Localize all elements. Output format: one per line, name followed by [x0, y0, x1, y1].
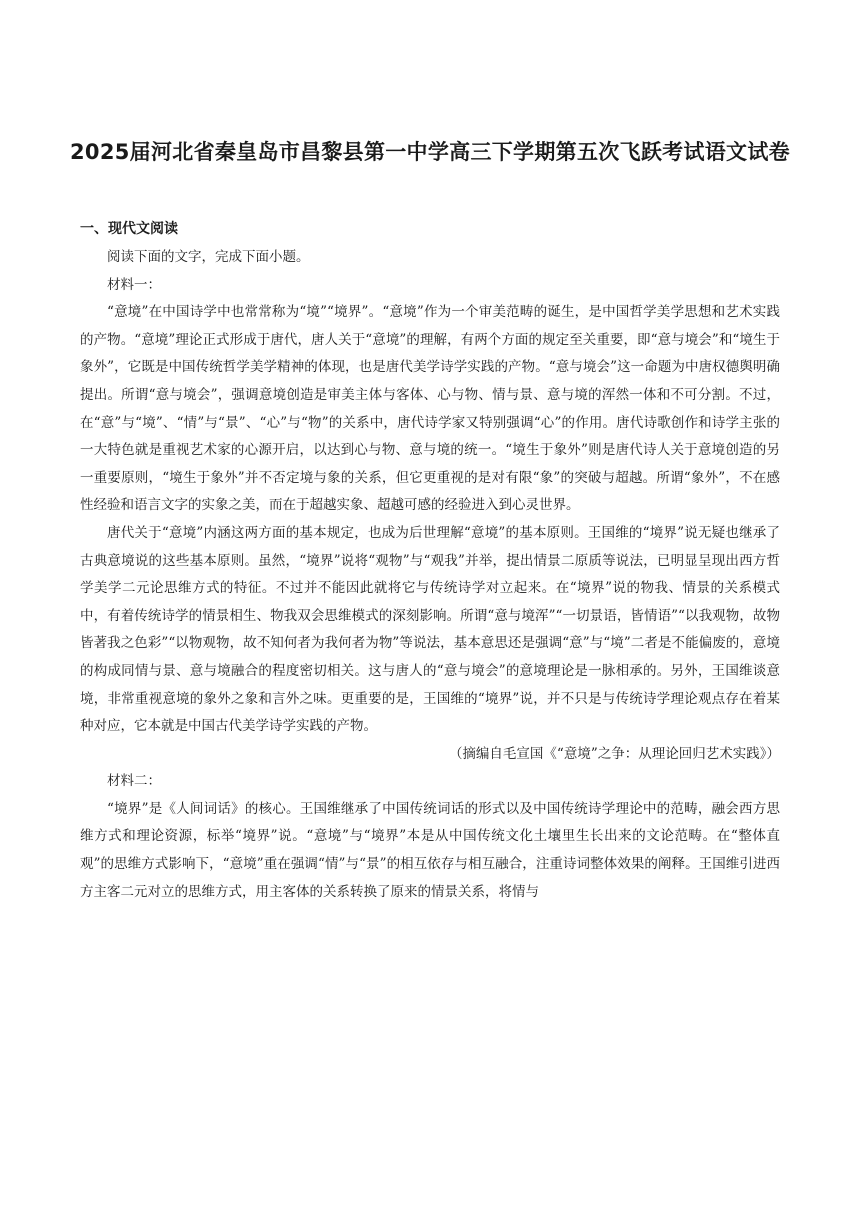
- reading-instruction: 阅读下面的文字，完成下面小题。: [107, 249, 310, 265]
- document-title: 2025届河北省秦皇岛市昌黎县第一中学高三下学期第五次飞跃考试语文试卷: [70, 140, 790, 164]
- material-label: 材料二：: [107, 773, 161, 790]
- section-heading: 一、现代文阅读: [80, 221, 178, 237]
- paragraph: 唐代关于“意境”内涵这两方面的基本规定，也成为后世理解“意境”的基本原则。王国维的“境界”说无疑也继承了古典意境说的这些基本原则。虽然，“境界”说将“观物”与“观我”并举，提出情景二原质等说法，已明显呈现出西方哲学美学二元论思维方式的特征。不过并不能因此就将它与传统诗学对立起来。在“境界”说的物我、情景的关系模式中，有着传统诗学的情景相生、物我双会思维模式的深刻影响。所谓“意与境浑”“一切景语，皆情语”“以我观物，故物皆著我之色彩”“以物观物，故不知何者为我何者为物”等说法，基本意思还是强调“意”与“境”二者是不能偏废的，意境的构成同情与景、意与境融合的程度密切相关。这与唐人的“意与境会”的意境理论是一脉相承的。另外，王国维谈意境，非常重视意境的象外之象和言外之味。更重要的是，王国维的“境界”说，并不只是与传统诗学理论观点存在着某种对应，它本就是中国古代美学诗学实践的产物。: [80, 524, 780, 735]
- source-citation: （摘编自毛宣国《“意境”之争：从理论回归艺术实践》）: [448, 745, 780, 762]
- paragraph: “境界”是《人间词话》的核心。王国维继承了中国传统词话的形式以及中国传统诗学理论中的范畴，融会西方思维方式和理论资源，标举“境界”说。“意境”与“境界”本是从中国传统文化土壤里生长出来的文论范畴。在“整体直观”的思维方式影响下，“意境”重在强调“情”与“景”的相互依存与相互融合，注重诗词整体效果的阐释。王国维引进西方主客二元对立的思维方式，用主客体的关系转换了原来的情景关系，将情与: [80, 800, 780, 900]
- paragraph: “意境”在中国诗学中也常常称为“境”“境界”。“意境”作为一个审美范畴的诞生，是中国哲学美学思想和艺术实践的产物。“意境”理论正式形成于唐代，唐人关于“意境”的理解，有两个方面的规定至关重要，即“意与境会”和“境生于象外”，它既是中国传统哲学美学精神的体现，也是唐代美学诗学实践的产物。“意与境会”这一命题为中唐权德舆明确提出。所谓“意与境会”，强调意境创造是审美主体与客体、心与物、情与景、意与境的浑然一体和不可分割。不过，在“意”与“境”、“情”与“景”、“心”与“物”的关系中，唐代诗学家又特别强调“心”的作用。唐代诗歌创作和诗学主张的一大特色就是重视艺术家的心源开启，以达到心与物、意与境的统一。“境生于象外”则是唐代诗人关于意境创造的另一重要原则，“境生于象外”并不否定境与象的关系，但它更重视的是对有限“象”的突破与超越。所谓“象外”，不在感性经验和语言文字的实象之美，而在于超越实象、超越可感的经验进入到心灵世界。: [80, 304, 780, 514]
- material-label: 材料一：: [107, 276, 161, 293]
- document-body: [80, 244, 780, 906]
